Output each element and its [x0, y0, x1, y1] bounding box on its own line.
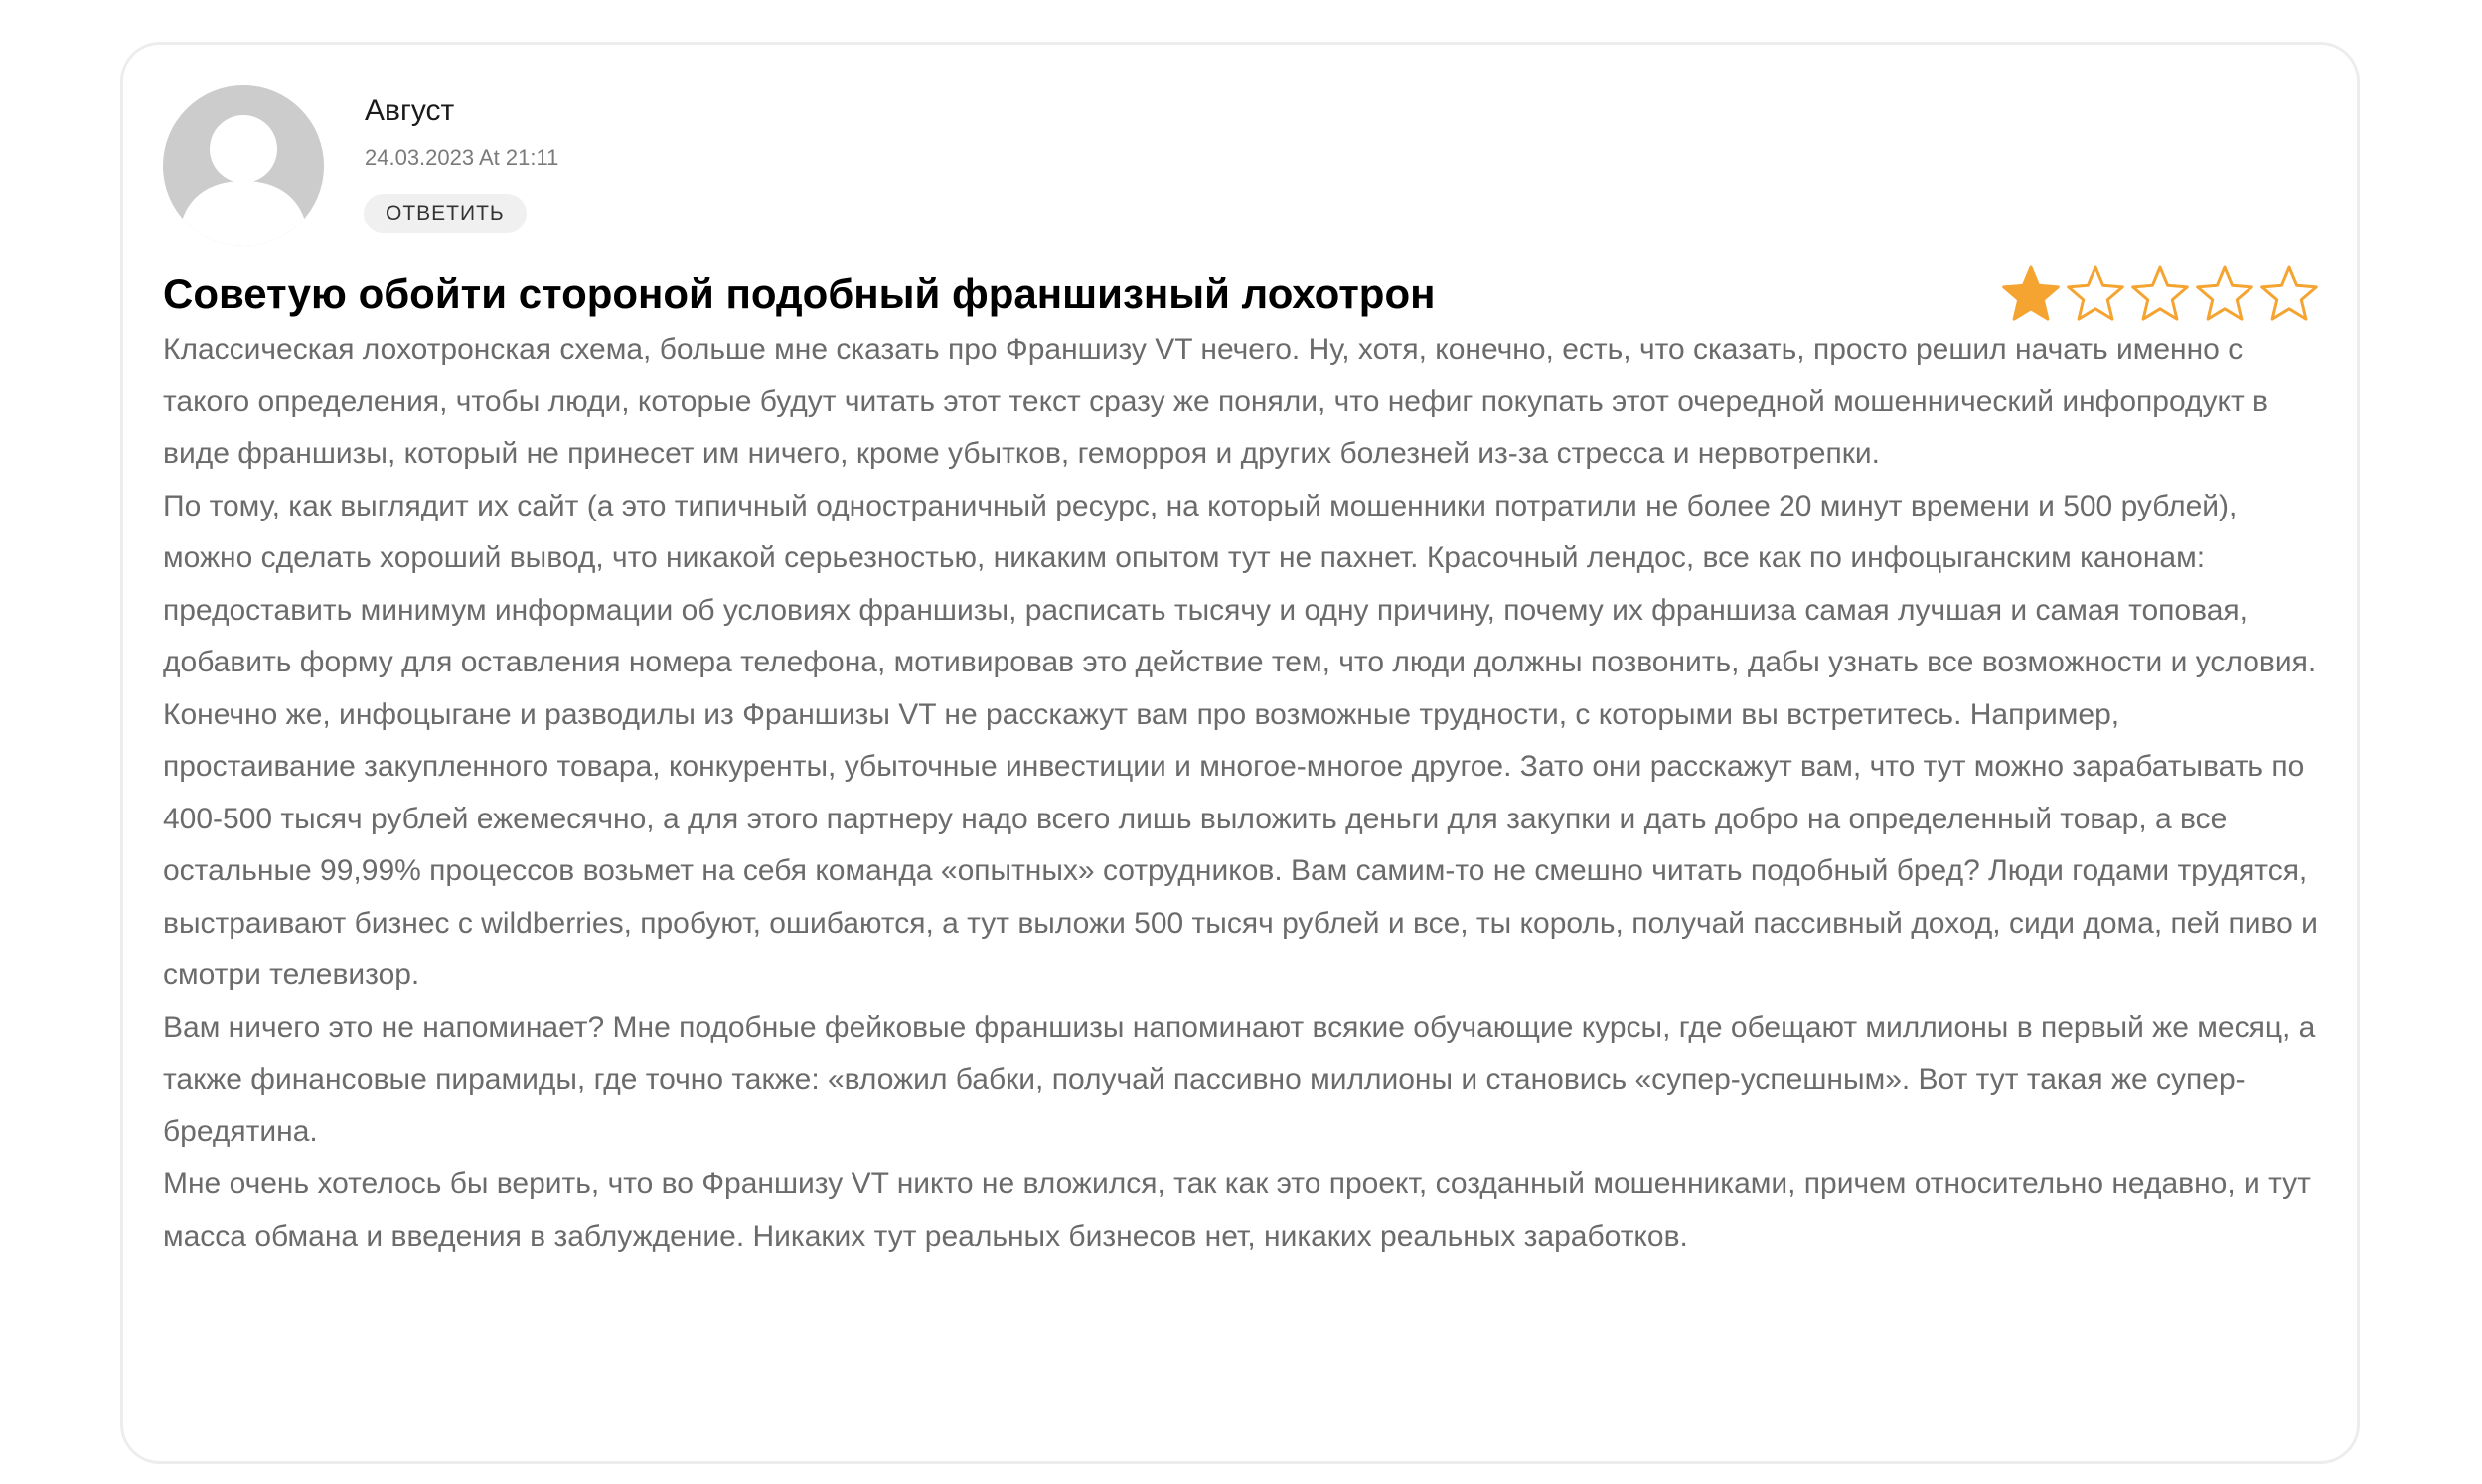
star-empty-icon — [2259, 264, 2319, 324]
review-paragraph: Конечно же, инфоцыгане и разводилы из Франшизы VT не расскажут вам про возможные трудности, с которыми вы встретитесь. Например, простаивание закупленного товара, конкуренты, убыточные инвестиции и многое-многое другое. Зато они расскажут вам, что тут можно зарабатывать по 400-500 тысяч рублей ежемесячно, а для этого партнеру надо всего лишь выложить деньги для закупки и дать добро на определенный товар, а все остальные 99,99% процессов возьмет на себя команда «опытных» сотрудников. Вам самим-то не смешно читать подобный бред? Люди годами трудятся, выстраивают бизнес с wildberries, пробуют, ошибаются, а тут выложи 500 тысяч рублей и все, ты король, получай пассивный доход, сиди дома, пей пиво и смотри телевизор. — [163, 697, 2318, 991]
star-filled-icon — [2001, 264, 2061, 324]
star-empty-icon — [2130, 264, 2190, 324]
star-rating — [2001, 264, 2319, 324]
star-empty-icon — [2195, 264, 2254, 324]
review-title: Советую обойти стороной подобный франшизный лохотрон — [163, 270, 1436, 317]
avatar — [163, 85, 324, 246]
user-placeholder-icon — [163, 85, 324, 246]
review-paragraph: Вам ничего это не напоминает? Мне подобные фейковые франшизы напоминают всякие обучающие курсы, где обещают миллионы в первый же месяц, а также финансовые пирамиды, где точно также: «вложил бабки, получай пассивно миллионы и становись «супер-успешным». Вот тут такая же супер-бредятина. — [163, 1010, 2316, 1148]
review-body — [163, 324, 2319, 1262]
author-name: Август — [365, 94, 455, 127]
review-paragraph: По тому, как выглядит их сайт (а это типичный одностраничный ресурс, на который мошенники потратили не более 20 минут времени и 500 рублей), можно сделать хороший вывод, что никакой серьезностью, никаким опытом тут не пахнет. Красочный лендос, все как по инфоцыганским канонам: предоставить минимум информации об условиях франшизы, расписать тысячу и одну причину, почему их франшиза самая лучшая и самая топовая, добавить форму для оставления номера телефона, мотивировав это действие тем, что люди должны позвонить, дабы узнать все возможности и условия. — [163, 489, 2317, 678]
review-paragraph: Мне очень хотелось бы верить, что во Франшизу VT никто не вложился, так как это проект, созданный мошенниками, причем относительно недавно, и тут масса обмана и введения в заблуждение. Никаких тут реальных бизнесов нет, никаких реальных заработков. — [163, 1167, 2311, 1253]
star-empty-icon — [2066, 264, 2125, 324]
review-date: 24.03.2023 At 21:11 — [365, 145, 559, 170]
review-paragraph: Классическая лохотронская схема, больше мне сказать про Франшизу VT нечего. Ну, хотя, конечно, есть, что сказать, просто решил начать именно с такого определения, чтобы люди, которые будут читать этот текст сразу же поняли, что нефиг покупать этот очередной мошеннический инфопродукт в виде франшизы, который не принесет им ничего, кроме убытков, геморроя и других болезней из-за стресса и нервотрепки. — [163, 333, 2268, 470]
reply-button[interactable]: ОТВЕТИТЬ — [364, 194, 527, 233]
